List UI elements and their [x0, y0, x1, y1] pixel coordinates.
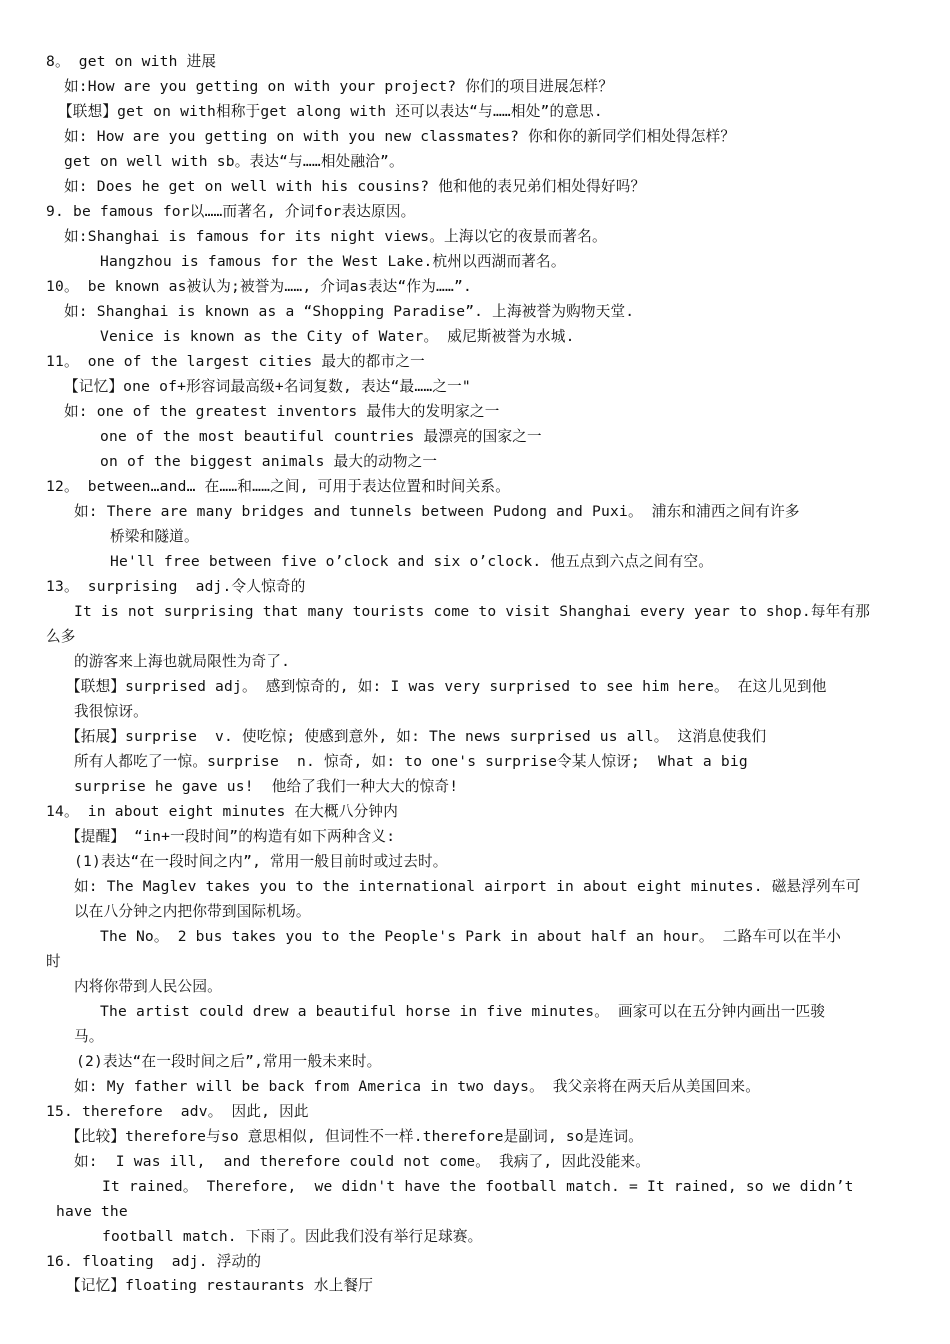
entry-16-heading: 16. floating adj. 浮动的 — [46, 1253, 262, 1270]
association-note: 【联想】get on with相称于get along with 还可以表达“与……相处”的意思. — [58, 103, 603, 120]
comparison-note: 【比较】therefore与so 意思相似, 但词性不一样.therefore是副词, so是连词。 — [66, 1128, 644, 1145]
example-continuation: 马。 — [74, 1028, 104, 1045]
memory-note: 【记忆】floating restaurants 水上餐厅 — [66, 1277, 374, 1294]
entry-8-heading: 8。 get on with 进展 — [46, 53, 217, 70]
example-line: He'll free between five o’clock and six o’clock. 他五点到六点之间有空。 — [110, 553, 714, 570]
example-line: 如: I was ill, and therefore could not come。 我病了, 因此没能来。 — [74, 1153, 651, 1170]
association-note: 【联想】surprised adj。 感到惊奇的, 如: I was very surprised to see him here。 在这儿见到他 — [66, 678, 827, 695]
note-continuation: surprise he gave us! 他给了我们一种大大的惊奇! — [74, 778, 459, 795]
example-continuation: 么多 — [46, 628, 76, 645]
example-line: on of the biggest animals 最大的动物之一 — [100, 453, 438, 470]
example-continuation: 的游客来上海也就局限性为奇了. — [74, 653, 291, 670]
entry-10-heading: 10。 be known as被认为;被誉为……, 介词as表达“作为……”. — [46, 278, 472, 295]
example-line: 如: My father will be back from America in two days。 我父亲将在两天后从美国回来。 — [74, 1078, 761, 1095]
example-line: The artist could drew a beautiful horse in five minutes。 画家可以在五分钟内画出一匹骏 — [100, 1003, 826, 1020]
reminder-note: 【提醒】 “in+一段时间”的构造有如下两种含义: — [66, 828, 396, 845]
example-line: The No。 2 bus takes you to the People's Park in about half an hour。 二路车可以在半小 — [100, 928, 842, 945]
entry-12-heading: 12。 between…and… 在……和……之间, 可用于表达位置和时间关系。 — [46, 478, 510, 495]
note-continuation: 所有人都吃了一惊。surprise n. 惊奇, 如: to one's surprise令某人惊讶; What a big — [74, 753, 748, 770]
example-continuation: 时 — [46, 953, 61, 970]
usage-note: (1)表达“在一段时间之内”, 常用一般目前时或过去时。 — [74, 853, 448, 870]
example-line: 如: one of the greatest inventors 最伟大的发明家之一 — [64, 403, 500, 420]
entry-14-heading: 14。 in about eight minutes 在大概八分钟内 — [46, 803, 398, 820]
example-line: It is not surprising that many tourists come to visit Shanghai every year to shop.每年有那 — [74, 603, 871, 620]
example-line: 如: How are you getting on with you new classmates? 你和你的新同学们相处得怎样？ — [64, 128, 736, 145]
example-line: 如: There are many bridges and tunnels between Pudong and Puxi。 浦东和浦西之间有许多 — [74, 503, 800, 520]
usage-note: (2)表达“在一段时间之后”,常用一般未来时。 — [76, 1053, 382, 1070]
example-continuation: 以在八分钟之内把你带到国际机场。 — [74, 903, 311, 920]
example-continuation: 桥梁和隧道。 — [110, 528, 199, 545]
example-line: 如: The Maglev takes you to the international airport in about eight minutes. 磁悬浮列车可 — [74, 878, 861, 895]
example-continuation: have the — [56, 1203, 128, 1220]
extension-note: 【拓展】surprise v. 使吃惊; 使感到意外, 如: The news surprised us all。 这消息使我们 — [66, 728, 767, 745]
memory-note: 【记忆】one of+形容词最高级+名词复数, 表达“最……之一" — [64, 378, 471, 395]
entry-15-heading: 15. therefore adv。 因此, 因此 — [46, 1103, 309, 1120]
example-line: It rained。 Therefore, we didn't have the football match. = It rained, so we didn’t — [102, 1178, 854, 1195]
usage-note: get on well with sb。表达“与……相处融洽”。 — [64, 153, 404, 170]
example-line: 如: Does he get on well with his cousins? 他和他的表兄弟们相处得好吗？ — [64, 178, 646, 195]
entry-11-heading: 11。 one of the largest cities 最大的都市之一 — [46, 353, 425, 370]
example-line: Venice is known as the City of Water。 威尼斯被誉为水城. — [100, 328, 575, 345]
entry-9-heading: 9. be famous for以……而著名, 介词for表达原因。 — [46, 203, 416, 220]
entry-13-heading: 13。 surprising adj.令人惊奇的 — [46, 578, 306, 595]
example-line: one of the most beautiful countries 最漂亮的国家之一 — [100, 428, 542, 445]
example-line: Hangzhou is famous for the West Lake.杭州以西湖而著名。 — [100, 253, 566, 270]
example-continuation: football match. 下雨了。因此我们没有举行足球赛。 — [102, 1228, 483, 1245]
example-line: 如: Shanghai is known as a “Shopping Paradise”. 上海被誉为购物天堂. — [64, 303, 635, 320]
note-continuation: 我很惊讶。 — [74, 703, 148, 720]
example-line: 如:Shanghai is famous for its night views。上海以它的夜景而著名。 — [64, 228, 607, 245]
example-continuation: 内将你带到人民公园。 — [74, 978, 222, 995]
example-line: 如:How are you getting on with your project? 你们的项目进展怎样？ — [64, 78, 614, 95]
